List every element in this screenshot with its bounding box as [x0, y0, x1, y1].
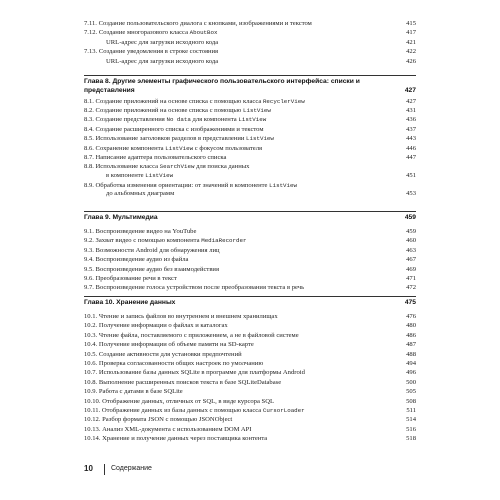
toc-entry-title — [84, 20, 416, 29]
section-title-line2: в компоненте — [106, 171, 146, 179]
section-title: URL-адрес для загрузки исходного кода — [106, 38, 219, 46]
section-number: 9.6. — [84, 275, 96, 282]
section-title: Воспроизведение аудио из файла — [95, 256, 189, 264]
toc-entry[interactable] — [84, 163, 416, 180]
toc-entry-title — [84, 435, 416, 444]
toc-entry[interactable] — [84, 351, 416, 360]
toc-entry[interactable] — [84, 416, 416, 425]
section-title: Возможности Android для обнаружения лиц — [95, 246, 220, 254]
page-number: 516 — [406, 425, 416, 433]
page-footer — [84, 464, 416, 476]
toc-chapter-heading[interactable] — [84, 214, 416, 223]
section-number: 9.3. — [84, 246, 96, 254]
page-number: 475 — [404, 299, 416, 306]
toc-entry-title — [84, 284, 416, 293]
section-number: 10.6. — [84, 360, 99, 367]
toc-entry[interactable] — [84, 29, 416, 38]
page-number: 514 — [406, 416, 416, 424]
toc-entry-title — [84, 407, 416, 416]
toc-entry[interactable] — [84, 322, 416, 331]
page-number: 472 — [406, 284, 416, 292]
page-number: 467 — [406, 256, 416, 264]
toc-entry-title — [84, 228, 416, 237]
section-number: 10.9. — [84, 388, 99, 396]
page-number: 421 — [406, 38, 416, 46]
section-title-cont: для компонента — [190, 116, 239, 124]
section-number: 8.8. — [84, 163, 96, 171]
section-title: Создание уведомления в строке состояния — [98, 48, 219, 56]
toc-entry-title — [84, 78, 416, 96]
toc-chapter-heading[interactable] — [84, 78, 416, 96]
section-title: Анализ XML-документа с использованием DOM API — [102, 425, 252, 433]
section-title: Воспроизведение видео на YouTube — [95, 228, 197, 235]
toc-entry[interactable] — [84, 407, 416, 416]
page-number: 469 — [406, 265, 416, 273]
toc-entry[interactable] — [84, 256, 416, 265]
section-title: Захват видео с помощью компонента — [95, 237, 202, 245]
section-title: Получение информации об объеме памяти на SD-карте — [98, 341, 254, 349]
toc-entry-title — [84, 145, 416, 154]
section-number: 9.7. — [84, 284, 96, 292]
chapter-divider — [84, 296, 416, 297]
page-number: 453 — [406, 190, 416, 198]
toc-entry-title — [84, 256, 416, 265]
page-number: 471 — [406, 275, 416, 282]
toc-entry[interactable] — [84, 369, 416, 378]
section-title: Обработка изменения ориентации: от значений в компоненте — [95, 181, 270, 189]
toc-entry[interactable] — [84, 332, 416, 341]
toc-entry[interactable] — [84, 275, 416, 284]
toc-entry[interactable] — [84, 247, 416, 256]
section-number: 10.1. — [84, 313, 99, 320]
toc-entry-title — [84, 388, 416, 397]
page-number: 422 — [406, 48, 416, 56]
toc-entry[interactable] — [84, 388, 416, 397]
toc-entry[interactable] — [84, 379, 416, 388]
toc-entry[interactable] — [84, 341, 416, 350]
toc-entry-title — [84, 39, 416, 48]
section-title: Чтение файла, поставляемого с приложением, а не в файловой системе — [98, 331, 299, 339]
page-number: 500 — [406, 378, 416, 386]
toc-entry-title — [84, 247, 416, 256]
section-title: Написание адаптера пользовательского списка — [95, 153, 227, 161]
section-title: Хранение и получение данных через поставщика контента — [102, 435, 268, 443]
section-number: 10.14. — [84, 435, 103, 443]
section-number: 8.6. — [84, 144, 96, 152]
page-number: 518 — [406, 435, 416, 443]
page-number: 487 — [406, 341, 416, 349]
section-title-cont: с фокусом пользователя — [193, 144, 263, 152]
toc-entry-title — [84, 360, 416, 369]
section-number: 8.4. — [84, 125, 96, 133]
toc-entry-title — [84, 48, 416, 57]
toc-entry[interactable] — [84, 360, 416, 369]
section-title: Сохранение компонента — [95, 144, 166, 152]
section-title: Получение информации о файлах и каталогах — [98, 322, 228, 330]
code-identifier: AboutBox — [189, 29, 218, 37]
section-title: URL-адрес для загрузки исходного кода — [106, 57, 219, 65]
toc-entry-title — [84, 275, 416, 284]
toc-entry[interactable] — [84, 182, 416, 199]
page-number: 415 — [406, 20, 416, 27]
page-number: 488 — [406, 350, 416, 358]
page-number: 426 — [406, 57, 416, 65]
page-number: 459 — [404, 214, 416, 221]
code-identifier: ListView — [145, 171, 174, 179]
toc-entry-title — [84, 58, 416, 67]
section-number: 10.13. — [84, 425, 103, 433]
toc-entry[interactable] — [84, 126, 416, 135]
section-title: Создание активности для установки предпочтений — [98, 350, 242, 358]
toc-entry-title — [84, 135, 416, 144]
section-number: 10.8. — [84, 378, 99, 386]
page-number: 437 — [406, 125, 416, 133]
code-identifier: ListView — [269, 181, 297, 189]
page-number: 427 — [406, 97, 416, 105]
section-number: 8.1. — [84, 97, 96, 105]
section-title: Выполнение расширенных поисков текста в базе SQLiteDatabase — [98, 378, 282, 386]
toc-entry-title — [84, 322, 416, 331]
toc-entry-title — [84, 351, 416, 360]
section-number: 9.2. — [84, 237, 96, 245]
section-title: Использование заголовков разделов в представлении — [95, 135, 247, 143]
code-identifier: RecyclerView — [262, 97, 305, 105]
toc-entry-title — [84, 341, 416, 350]
toc-entry[interactable] — [84, 398, 416, 407]
page-number: 496 — [406, 369, 416, 377]
section-number: 10.2. — [84, 322, 99, 330]
code-identifier: ListView — [243, 106, 271, 114]
page-number: 460 — [406, 237, 416, 245]
toc-entry-title — [84, 369, 416, 378]
section-title: Создание многоразового класса — [98, 29, 190, 37]
toc-entry-title — [84, 426, 416, 435]
section-title: Использование базы данных SQLite в программе для платформы Android — [98, 369, 305, 377]
page-number: 427 — [404, 86, 416, 94]
toc-entry-title — [84, 237, 416, 246]
page-number: 508 — [406, 397, 416, 405]
toc-entry[interactable] — [84, 266, 416, 275]
page-number: 443 — [406, 135, 416, 143]
page-number: 480 — [406, 322, 416, 330]
toc-entry-title — [84, 163, 416, 180]
page-number: 511 — [406, 407, 416, 414]
toc-entry-title — [84, 313, 416, 322]
chapter-divider — [84, 211, 416, 212]
section-number: 10.10. — [84, 397, 103, 405]
section-title: Разбор формата JSON с помощью JSONObject — [102, 416, 233, 424]
section-number: 7.13. — [84, 48, 99, 56]
footer-section-title: Содержание — [111, 465, 152, 472]
chapter-title: Глава 9. Мультимедиа — [84, 214, 158, 221]
toc-entry-title — [84, 332, 416, 341]
toc-entry-title — [84, 266, 416, 275]
page-number: 417 — [406, 29, 416, 37]
footer-separator — [104, 464, 105, 475]
chapter-title: Глава 10. Хранение данных — [84, 299, 176, 306]
toc-entry[interactable] — [84, 154, 416, 163]
section-title: Использование класса — [95, 163, 160, 171]
toc-entry-title — [84, 98, 416, 107]
toc-chapter-heading[interactable] — [84, 299, 416, 308]
toc-entry[interactable] — [84, 435, 416, 444]
section-title: Работа с датами в базе SQLite — [98, 388, 183, 396]
toc-entry[interactable] — [84, 135, 416, 144]
page-number: 494 — [406, 360, 416, 367]
toc-entry[interactable] — [84, 39, 416, 48]
toc-entry[interactable] — [84, 313, 416, 322]
page-number: 459 — [406, 228, 416, 235]
section-title: Создание пользовательского диалога с кнопками, изображениями и текстом — [98, 20, 312, 27]
code-identifier: ListView — [246, 135, 274, 143]
page-number: 476 — [406, 313, 416, 320]
section-number: 9.5. — [84, 265, 96, 273]
section-number: 10.4. — [84, 341, 99, 349]
page-number: 436 — [406, 116, 416, 124]
code-identifier: MediaRecorder — [201, 237, 247, 245]
toc-entry[interactable] — [84, 145, 416, 154]
section-number: 7.11. — [84, 20, 99, 27]
section-title-line2: до альбомных диаграмм — [106, 190, 175, 198]
chapter-title: Глава 8. Другие элементы графического пользовательского интерфейса: списки и представления — [84, 78, 360, 94]
section-number: 9.1. — [84, 228, 96, 235]
toc-entry[interactable] — [84, 237, 416, 246]
page-number: 446 — [406, 144, 416, 152]
code-identifier: ListView — [238, 116, 267, 124]
footer-page-number: 10 — [84, 464, 93, 473]
section-title: Отображение данных из базы данных с помощью класса — [101, 407, 263, 414]
toc-entry[interactable] — [84, 116, 416, 125]
section-number: 8.2. — [84, 106, 96, 114]
section-number: 10.12. — [84, 416, 103, 424]
section-title: Отображение данных, отличных от SQL, в виде курсора SQL — [102, 397, 275, 405]
toc-entry[interactable] — [84, 426, 416, 435]
page-number: 431 — [406, 106, 416, 114]
toc-entry[interactable] — [84, 107, 416, 116]
code-identifier: No data — [166, 116, 191, 124]
section-title: Создание представления — [95, 116, 167, 124]
page-number: 451 — [406, 171, 416, 179]
section-title: Проверка согласованности общих настроек по умолчанию — [98, 360, 264, 367]
page-number: 447 — [406, 153, 416, 161]
chapter-divider — [84, 75, 416, 76]
code-identifier: CursorLoader — [262, 407, 305, 414]
section-number: 10.5. — [84, 350, 99, 358]
toc-entry-title — [84, 214, 416, 223]
toc-entry-title — [84, 154, 416, 163]
section-title: Чтение и запись файлов во внутреннем и внешнем хранилищах — [98, 313, 278, 320]
toc-entry-title — [84, 116, 416, 125]
section-title: Воспроизведение голоса устройством после преобразования текста в речь — [95, 284, 305, 292]
section-title: Преобразование речи в текст — [95, 275, 177, 282]
toc-entry[interactable] — [84, 48, 416, 57]
toc-entry[interactable] — [84, 58, 416, 67]
toc-entry-title — [84, 29, 416, 38]
page-number: 505 — [406, 388, 416, 396]
toc-entry-title — [84, 398, 416, 407]
section-title: Создание расширенного списка с изображениями и текстом — [95, 125, 264, 133]
page-number: 486 — [406, 331, 416, 339]
toc-entry-title — [84, 299, 416, 308]
section-title-cont: для поиска данных — [194, 163, 250, 171]
toc-entry[interactable] — [84, 98, 416, 107]
toc-entry-title — [84, 107, 416, 116]
page-number: 463 — [406, 246, 416, 254]
section-number: 8.7. — [84, 153, 96, 161]
code-identifier: ListView — [165, 144, 194, 152]
section-number: 10.7. — [84, 369, 99, 377]
toc-entry[interactable] — [84, 20, 416, 29]
section-title: Воспроизведение аудио без взаимодействия — [95, 265, 219, 273]
section-number: 10.11. — [84, 407, 102, 414]
toc-entry-title — [84, 416, 416, 425]
section-number: 8.9. — [84, 181, 96, 189]
section-title: Создание приложений на основе списка с помощью — [95, 106, 244, 114]
toc-entry[interactable] — [84, 284, 416, 293]
section-title: Создание приложений на основе списка с помощью класса — [95, 97, 263, 105]
section-number: 9.4. — [84, 256, 96, 264]
section-number: 8.5. — [84, 135, 96, 143]
section-number: 7.12. — [84, 29, 99, 37]
section-number: 10.3. — [84, 331, 99, 339]
code-identifier: SearchView — [159, 163, 195, 171]
section-number: 8.3. — [84, 116, 96, 124]
toc-entry[interactable] — [84, 228, 416, 237]
toc-entry-title — [84, 379, 416, 388]
toc-entry-title — [84, 182, 416, 199]
toc-entry-title — [84, 126, 416, 135]
